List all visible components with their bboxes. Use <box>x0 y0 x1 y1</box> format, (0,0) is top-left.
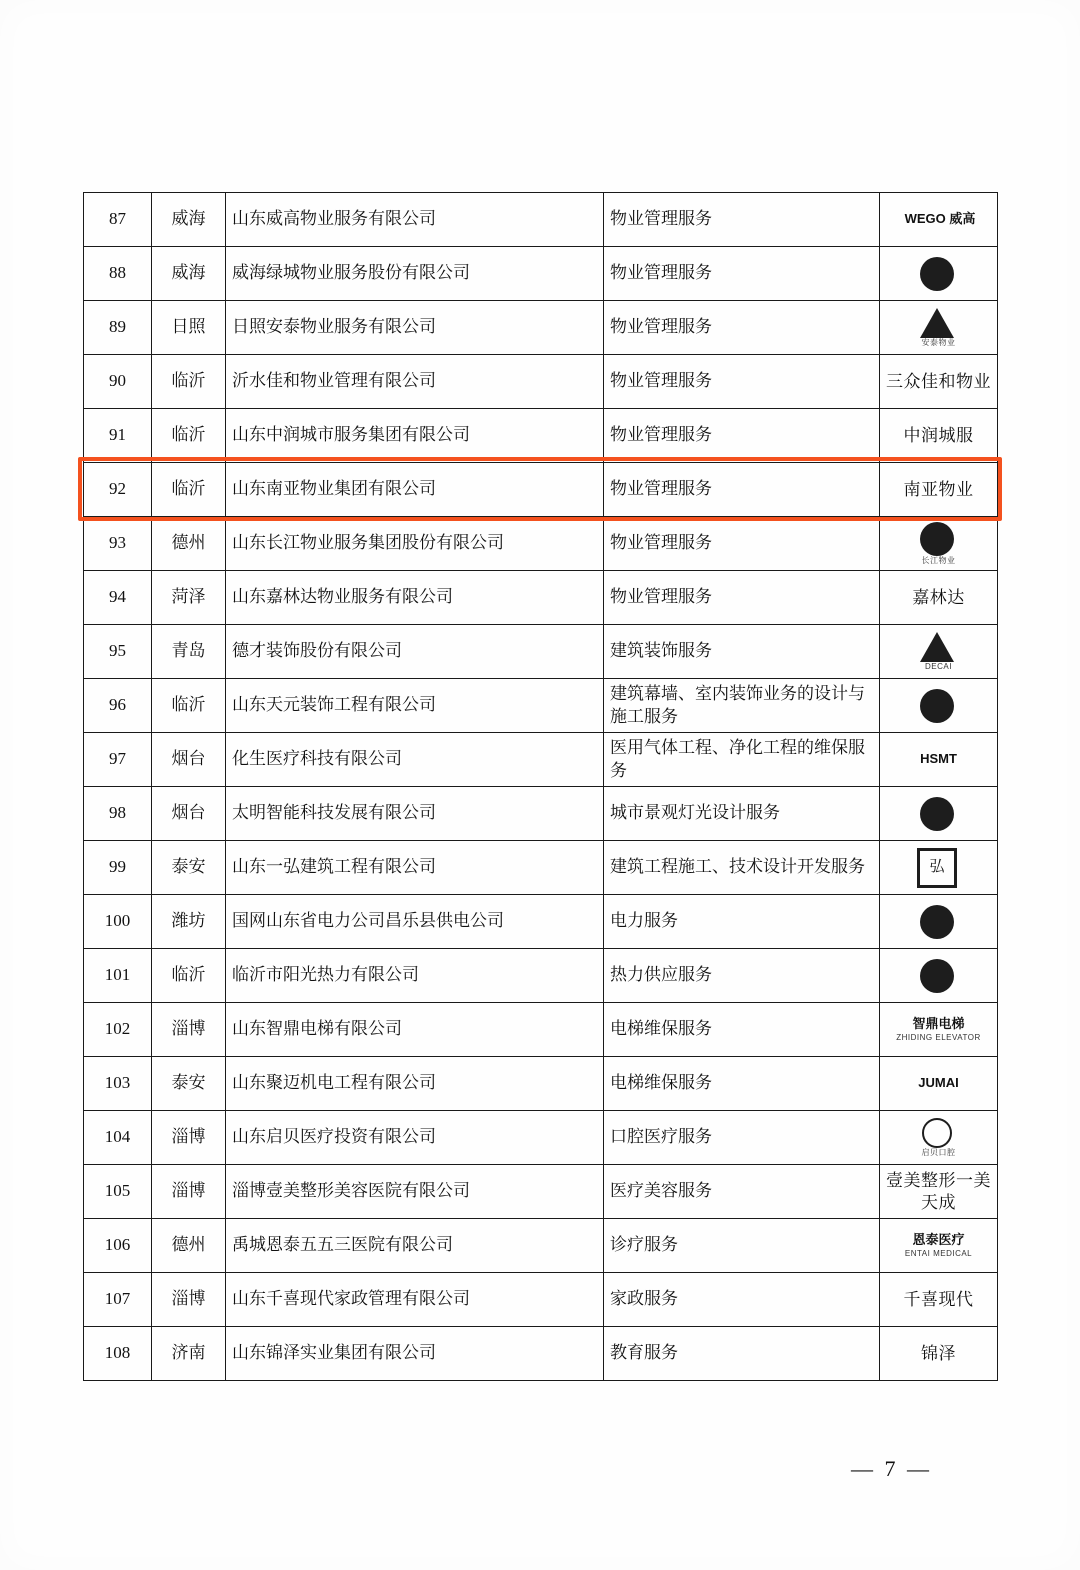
table-row <box>84 733 998 787</box>
cell-index: 99 <box>84 841 152 895</box>
logo-circle-shape <box>920 689 954 723</box>
cell-city: 淄博 <box>152 1111 226 1165</box>
cell-service-category: 诊疗服务 <box>604 1219 880 1273</box>
cell-logo <box>880 1003 998 1057</box>
company-logo-icon <box>886 412 991 460</box>
cell-logo <box>880 787 998 841</box>
cell-index: 88 <box>84 247 152 301</box>
cell-company-name: 山东锦泽实业集团有限公司 <box>226 1327 604 1381</box>
cell-service-category: 热力供应服务 <box>604 949 880 1003</box>
company-logo-icon <box>886 1060 991 1108</box>
table-row <box>84 409 998 463</box>
logo-subtext: 长江物业 <box>921 555 956 565</box>
cell-index: 92 <box>84 463 152 517</box>
cell-service-category: 物业管理服务 <box>604 193 880 247</box>
cell-logo <box>880 841 998 895</box>
logo-text: 三众佳和物业 <box>886 371 991 391</box>
logo-text: 锦泽 <box>921 1343 956 1363</box>
table-body <box>84 193 998 1381</box>
logo-triangle-shape <box>920 308 954 338</box>
company-logo-icon <box>886 196 991 244</box>
logo-text: 智鼎电梯 <box>912 1016 965 1032</box>
table-row <box>84 1057 998 1111</box>
cell-index: 98 <box>84 787 152 841</box>
cell-service-category: 物业管理服务 <box>604 355 880 409</box>
logo-stack <box>920 308 957 348</box>
logo-circle-shape <box>920 257 954 291</box>
cell-index: 107 <box>84 1273 152 1327</box>
logo-text: 嘉林达 <box>912 587 965 607</box>
table-row <box>84 1219 998 1273</box>
cell-logo <box>880 1111 998 1165</box>
logo-subtext: ENTAI MEDICAL <box>904 1248 973 1258</box>
logo-subtext: 启贝口腔 <box>921 1147 956 1157</box>
cell-index: 102 <box>84 1003 152 1057</box>
logo-text: 南亚物业 <box>903 479 974 499</box>
logo-circle-shape <box>920 797 954 831</box>
cell-service-category: 电力服务 <box>604 895 880 949</box>
table-row <box>84 895 998 949</box>
cell-index: 105 <box>84 1165 152 1219</box>
company-logo-icon <box>886 898 991 946</box>
cell-company-name: 山东聚迈机电工程有限公司 <box>226 1057 604 1111</box>
logo-stack <box>920 522 957 566</box>
company-logo-icon <box>886 1222 991 1270</box>
cell-company-name: 山东启贝医疗投资有限公司 <box>226 1111 604 1165</box>
cell-company-name: 化生医疗科技有限公司 <box>226 733 604 787</box>
cell-company-name: 禹城恩泰五五三医院有限公司 <box>226 1219 604 1273</box>
page-number: — 7 — <box>851 1456 932 1481</box>
cell-index: 95 <box>84 625 152 679</box>
logo-stack <box>920 797 957 831</box>
logo-circle-shape <box>920 959 954 993</box>
cell-logo <box>880 625 998 679</box>
company-logo-icon <box>886 1114 991 1162</box>
cell-logo <box>880 1057 998 1111</box>
cell-city: 威海 <box>152 193 226 247</box>
cell-city: 淄博 <box>152 1165 226 1219</box>
table-row <box>84 517 998 571</box>
company-logo-icon <box>886 1276 991 1324</box>
cell-service-category: 教育服务 <box>604 1327 880 1381</box>
company-logo-icon <box>886 574 991 622</box>
cell-service-category: 建筑幕墙、室内装饰业务的设计与施工服务 <box>604 679 880 733</box>
table-row <box>84 1273 998 1327</box>
cell-city: 潍坊 <box>152 895 226 949</box>
cell-city: 泰安 <box>152 841 226 895</box>
company-listing-table-wrapper <box>83 192 997 1381</box>
table-row <box>84 679 998 733</box>
cell-service-category: 电梯维保服务 <box>604 1057 880 1111</box>
cell-company-name: 山东威高物业服务有限公司 <box>226 193 604 247</box>
company-logo-icon <box>886 304 991 352</box>
logo-stack <box>920 905 957 939</box>
cell-service-category: 物业管理服务 <box>604 247 880 301</box>
logo-text: 恩泰医疗 <box>912 1232 965 1248</box>
cell-index: 96 <box>84 679 152 733</box>
table-row <box>84 625 998 679</box>
table-row <box>84 301 998 355</box>
cell-service-category: 物业管理服务 <box>604 571 880 625</box>
cell-logo <box>880 355 998 409</box>
company-logo-icon <box>886 844 991 892</box>
logo-stack <box>920 959 957 993</box>
cell-service-category: 电梯维保服务 <box>604 1003 880 1057</box>
logo-stack <box>920 689 957 723</box>
cell-index: 90 <box>84 355 152 409</box>
cell-company-name: 威海绿城物业服务股份有限公司 <box>226 247 604 301</box>
company-logo-icon <box>886 520 991 568</box>
cell-service-category: 物业管理服务 <box>604 463 880 517</box>
company-logo-icon <box>886 1006 991 1054</box>
table-row <box>84 1111 998 1165</box>
cell-service-category: 物业管理服务 <box>604 301 880 355</box>
cell-index: 87 <box>84 193 152 247</box>
cell-service-category: 建筑工程施工、技术设计开发服务 <box>604 841 880 895</box>
logo-circle-shape <box>920 522 954 556</box>
cell-index: 93 <box>84 517 152 571</box>
cell-company-name: 淄博壹美整形美容医院有限公司 <box>226 1165 604 1219</box>
logo-stack <box>922 1118 956 1158</box>
cell-logo <box>880 409 998 463</box>
cell-city: 临沂 <box>152 409 226 463</box>
cell-index: 108 <box>84 1327 152 1381</box>
logo-text: JUMAI <box>918 1075 959 1091</box>
cell-company-name: 太明智能科技发展有限公司 <box>226 787 604 841</box>
cell-logo <box>880 571 998 625</box>
cell-company-name: 国网山东省电力公司昌乐县供电公司 <box>226 895 604 949</box>
cell-index: 104 <box>84 1111 152 1165</box>
cell-logo <box>880 247 998 301</box>
company-logo-icon <box>886 790 991 838</box>
company-logo-icon <box>886 628 991 676</box>
table-row <box>84 355 998 409</box>
cell-city: 泰安 <box>152 1057 226 1111</box>
cell-service-category: 城市景观灯光设计服务 <box>604 787 880 841</box>
cell-logo <box>880 949 998 1003</box>
company-logo-icon <box>886 1330 991 1378</box>
logo-stack <box>896 1016 980 1042</box>
logo-stack <box>920 257 957 291</box>
cell-city: 淄博 <box>152 1273 226 1327</box>
cell-company-name: 山东南亚物业集团有限公司 <box>226 463 604 517</box>
table-row <box>84 1003 998 1057</box>
cell-company-name: 山东一弘建筑工程有限公司 <box>226 841 604 895</box>
table-row <box>84 193 998 247</box>
cell-company-name: 山东长江物业服务集团股份有限公司 <box>226 517 604 571</box>
company-logo-icon <box>886 466 991 514</box>
cell-logo <box>880 895 998 949</box>
table-row <box>84 949 998 1003</box>
logo-stack <box>920 632 957 672</box>
cell-company-name: 山东智鼎电梯有限公司 <box>226 1003 604 1057</box>
cell-company-name: 日照安泰物业服务有限公司 <box>226 301 604 355</box>
cell-city: 菏泽 <box>152 571 226 625</box>
cell-service-category: 物业管理服务 <box>604 517 880 571</box>
cell-logo <box>880 1327 998 1381</box>
cell-service-category: 建筑装饰服务 <box>604 625 880 679</box>
cell-city: 临沂 <box>152 463 226 517</box>
logo-circle-shape <box>922 1118 952 1148</box>
logo-stack <box>905 1232 972 1258</box>
cell-company-name: 山东千喜现代家政管理有限公司 <box>226 1273 604 1327</box>
logo-triangle-shape <box>920 632 954 662</box>
cell-city: 济南 <box>152 1327 226 1381</box>
company-logo-icon <box>886 952 991 1000</box>
cell-company-name: 沂水佳和物业管理有限公司 <box>226 355 604 409</box>
cell-service-category: 家政服务 <box>604 1273 880 1327</box>
cell-city: 青岛 <box>152 625 226 679</box>
logo-square-shape: 弘 <box>917 848 957 888</box>
company-logo-icon <box>886 1168 991 1216</box>
cell-logo <box>880 517 998 571</box>
cell-city: 淄博 <box>152 1003 226 1057</box>
company-logo-icon <box>886 736 991 784</box>
cell-city: 临沂 <box>152 949 226 1003</box>
table-row <box>84 571 998 625</box>
logo-circle-shape <box>920 905 954 939</box>
logo-subtext: 安泰物业 <box>921 337 956 347</box>
logo-subtext: DECAI <box>925 661 952 671</box>
cell-index: 89 <box>84 301 152 355</box>
cell-logo <box>880 301 998 355</box>
cell-service-category: 口腔医疗服务 <box>604 1111 880 1165</box>
cell-city: 德州 <box>152 1219 226 1273</box>
cell-company-name: 山东嘉林达物业服务有限公司 <box>226 571 604 625</box>
table-row <box>84 787 998 841</box>
logo-text: 千喜现代 <box>903 1289 974 1309</box>
cell-city: 威海 <box>152 247 226 301</box>
cell-service-category: 医用气体工程、净化工程的维保服务 <box>604 733 880 787</box>
cell-index: 101 <box>84 949 152 1003</box>
cell-service-category: 物业管理服务 <box>604 409 880 463</box>
table-row <box>84 841 998 895</box>
cell-city: 日照 <box>152 301 226 355</box>
table-row <box>84 247 998 301</box>
cell-index: 103 <box>84 1057 152 1111</box>
cell-company-name: 山东中润城市服务集团有限公司 <box>226 409 604 463</box>
table-row <box>84 1327 998 1381</box>
cell-city: 德州 <box>152 517 226 571</box>
logo-text: 中润城服 <box>903 425 974 445</box>
company-logo-icon <box>886 250 991 298</box>
cell-index: 94 <box>84 571 152 625</box>
cell-company-name: 德才装饰股份有限公司 <box>226 625 604 679</box>
table-row <box>84 1165 998 1219</box>
company-logo-icon <box>886 358 991 406</box>
table-row <box>84 463 998 517</box>
cell-logo <box>880 1165 998 1219</box>
cell-service-category: 医疗美容服务 <box>604 1165 880 1219</box>
cell-logo <box>880 463 998 517</box>
cell-logo <box>880 733 998 787</box>
cell-index: 100 <box>84 895 152 949</box>
cell-city: 临沂 <box>152 679 226 733</box>
cell-index: 106 <box>84 1219 152 1273</box>
cell-logo <box>880 679 998 733</box>
logo-text: WEGO 威高 <box>904 211 976 227</box>
cell-company-name: 临沂市阳光热力有限公司 <box>226 949 604 1003</box>
company-listing-table <box>83 192 998 1381</box>
cell-logo <box>880 1273 998 1327</box>
cell-city: 临沂 <box>152 355 226 409</box>
logo-subtext: ZHIDING ELEVATOR <box>896 1032 981 1042</box>
company-logo-icon <box>886 682 991 730</box>
logo-text: HSMT <box>920 751 957 767</box>
cell-index: 97 <box>84 733 152 787</box>
cell-city: 烟台 <box>152 733 226 787</box>
cell-logo <box>880 1219 998 1273</box>
cell-index: 91 <box>84 409 152 463</box>
cell-logo <box>880 193 998 247</box>
cell-company-name: 山东天元装饰工程有限公司 <box>226 679 604 733</box>
logo-text: 壹美整形一美天成 <box>886 1171 991 1212</box>
cell-city: 烟台 <box>152 787 226 841</box>
